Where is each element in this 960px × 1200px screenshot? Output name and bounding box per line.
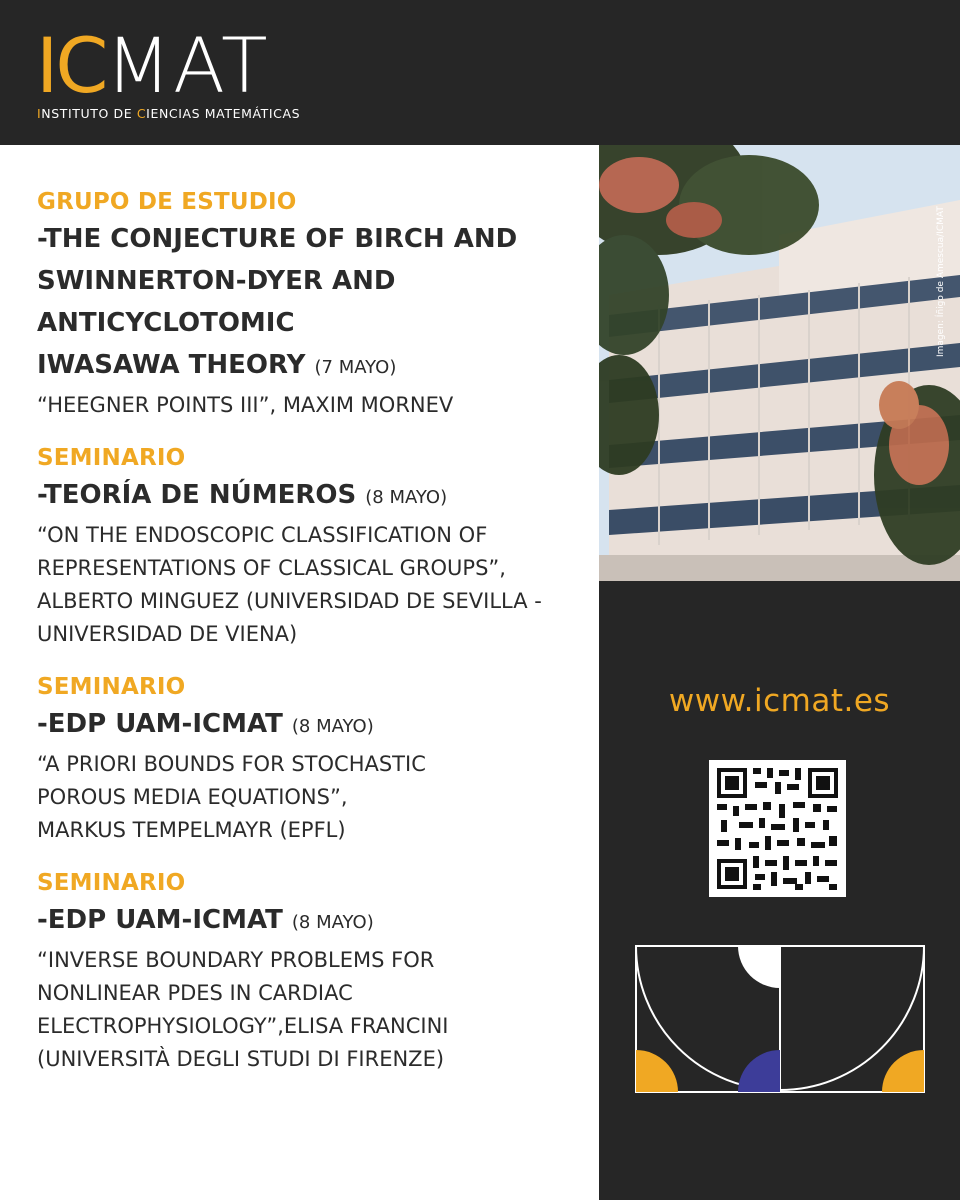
building-illustration bbox=[599, 145, 960, 581]
event-date: (8 MAYO) bbox=[291, 716, 374, 737]
icmat-logo[interactable] bbox=[36, 21, 270, 110]
qr-code-icon[interactable] bbox=[709, 760, 846, 897]
event-title-line: -TEORÍA DE NÚMEROS bbox=[37, 480, 357, 510]
logo-sub-part: I bbox=[37, 106, 42, 121]
event-date: (8 MAYO) bbox=[365, 487, 448, 508]
geometric-decoration-icon bbox=[635, 945, 925, 1093]
event-type: GRUPO DE ESTUDIO bbox=[37, 189, 297, 215]
sidebar-panel bbox=[599, 145, 960, 1200]
event-title-line: IWASAWA THEORY bbox=[37, 350, 306, 380]
event-description: “ON THE ENDOSCOPIC CLASSIFICATION OF REPRESENTATIONS OF CLASSICAL GROUPS”, ALBERTO MINGUEZ (UNIVERSIDAD DE SEVILLA - UNIVERSIDAD DE VIENA) bbox=[37, 523, 542, 646]
event-title-with-date bbox=[37, 474, 597, 519]
event-type: SEMINARIO bbox=[37, 674, 186, 700]
event-item bbox=[37, 186, 597, 422]
logo-subtitle bbox=[37, 106, 300, 121]
event-item bbox=[37, 867, 597, 1076]
logo-ic: IC bbox=[36, 21, 106, 110]
photo-credit-text: Imagen: Íñigo de Amescua/ICMAT bbox=[936, 206, 946, 357]
event-title-with-date bbox=[37, 703, 597, 748]
event-description: “INVERSE BOUNDARY PROBLEMS FOR NONLINEAR PDES IN CARDIAC ELECTROPHYSIOLOGY”,ELISA FRANCINI (UNIVERSITÀ DEGLI STUDI DI FIRENZE) bbox=[37, 948, 449, 1071]
event-type: SEMINARIO bbox=[37, 445, 186, 471]
logo-sub-part: C bbox=[136, 106, 147, 121]
event-date: (7 MAYO) bbox=[314, 357, 397, 378]
photo-credit bbox=[933, 159, 947, 359]
logo-mat: MAT bbox=[105, 21, 270, 110]
event-type: SEMINARIO bbox=[37, 870, 186, 896]
building-photo bbox=[599, 145, 960, 581]
event-item bbox=[37, 442, 597, 651]
logo-sub-part: IENCIAS MATEMÁTICAS bbox=[146, 106, 301, 121]
event-item bbox=[37, 671, 597, 847]
qr-code-graphic bbox=[709, 760, 846, 897]
events-list bbox=[37, 186, 597, 1096]
event-title-line: -EDP UAM-ICMAT bbox=[37, 905, 283, 935]
event-title-line: -EDP UAM-ICMAT bbox=[37, 709, 283, 739]
event-description: “HEEGNER POINTS III”, MAXIM MORNEV bbox=[37, 393, 454, 417]
header bbox=[0, 0, 960, 145]
event-description: “A PRIORI BOUNDS FOR STOCHASTIC POROUS MEDIA EQUATIONS”, MARKUS TEMPELMAYR (EPFL) bbox=[37, 752, 426, 842]
logo-sub-part: NSTITUTO DE bbox=[41, 106, 137, 121]
event-date: (8 MAYO) bbox=[291, 912, 374, 933]
event-title-with-date bbox=[37, 344, 597, 389]
website-link[interactable]: www.icmat.es bbox=[668, 683, 891, 719]
event-title-line: -THE CONJECTURE OF BIRCH AND bbox=[37, 224, 518, 254]
event-title-line: ANTICYCLOTOMIC bbox=[37, 308, 295, 338]
event-title-line: SWINNERTON-DYER AND bbox=[37, 266, 396, 296]
event-title-with-date bbox=[37, 899, 597, 944]
